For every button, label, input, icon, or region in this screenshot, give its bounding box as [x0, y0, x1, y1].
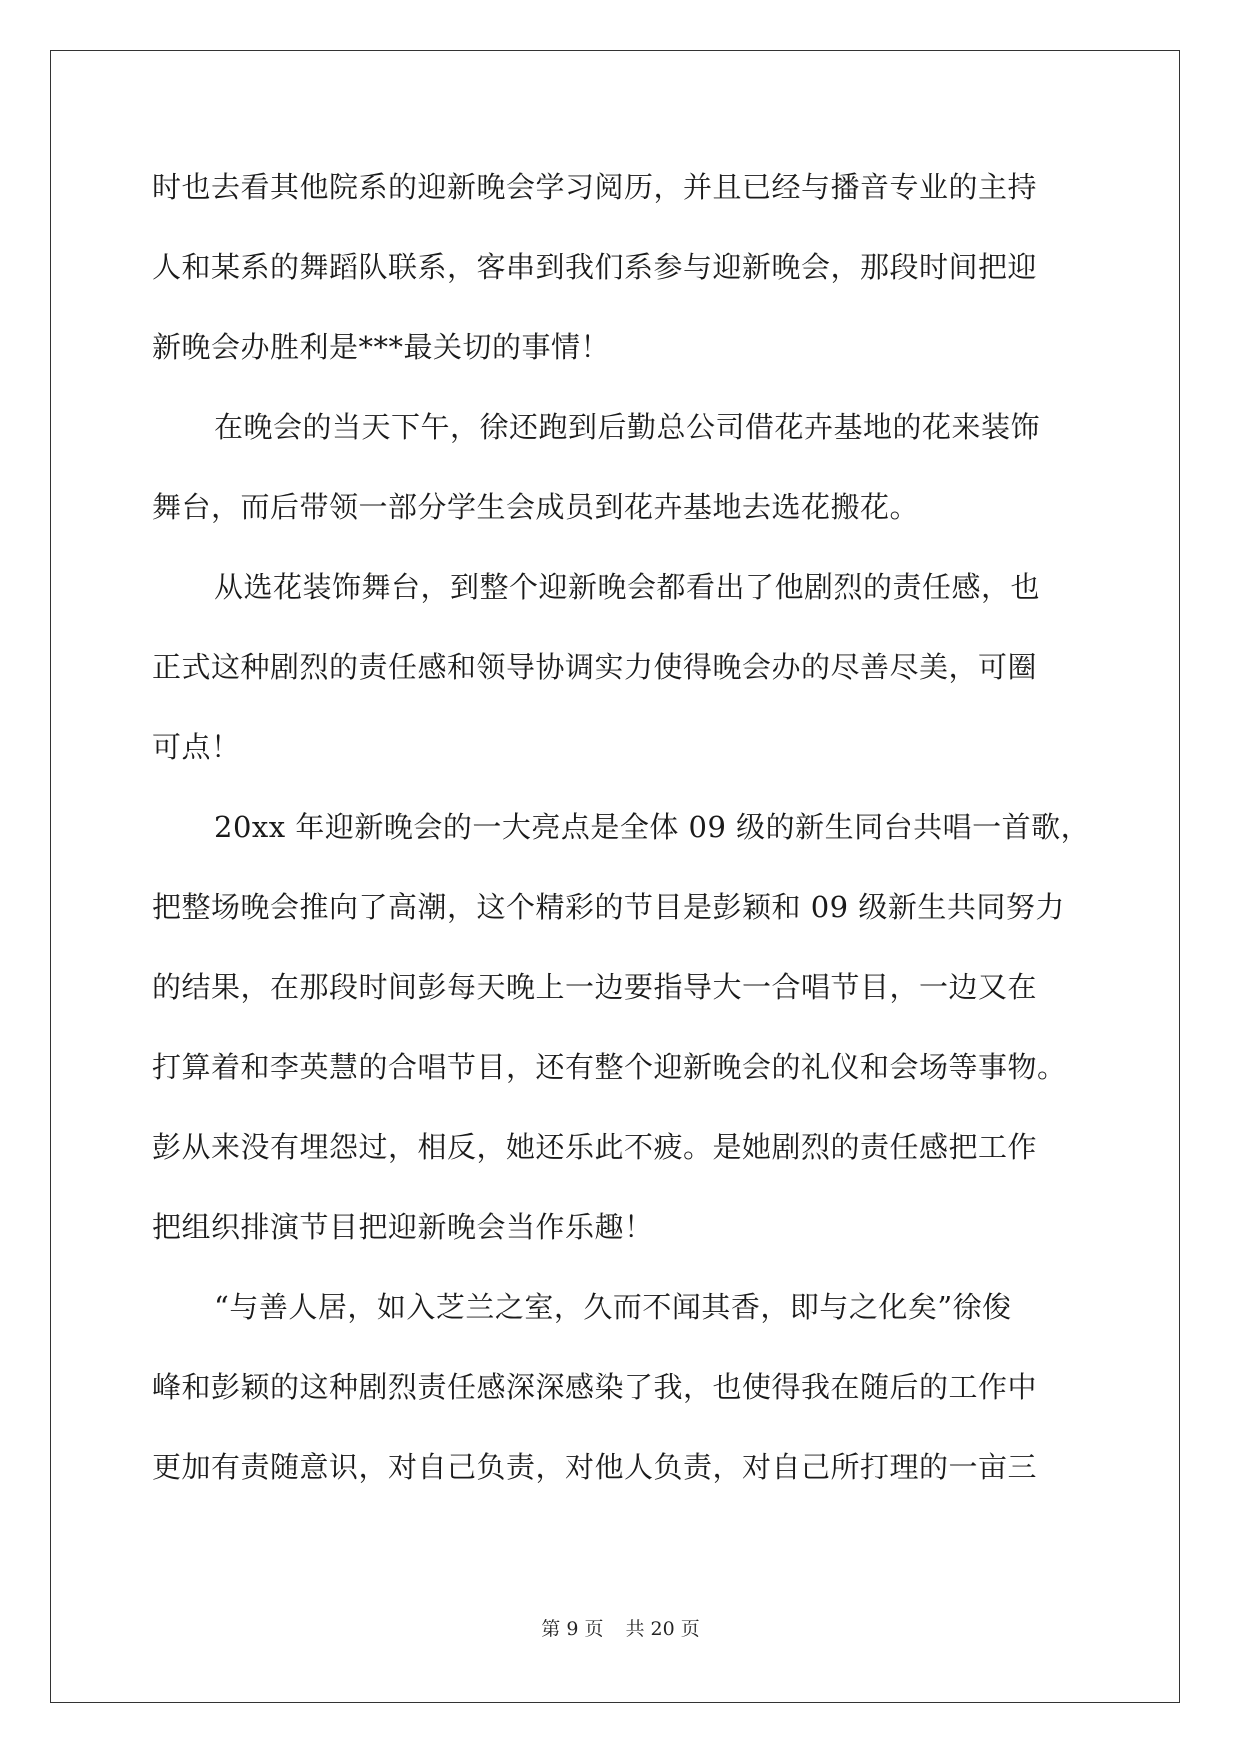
text-line: 把组织排演节目把迎新晚会当作乐趣！: [152, 1210, 654, 1244]
text-line: 的结果，在那段时间彭每天晚上一边要指导大一合唱节目，一边又在: [152, 970, 1038, 1004]
document-body: [152, 162, 1102, 1522]
page-footer: [0, 1614, 1241, 1641]
text-line: 可点！: [152, 730, 241, 764]
text-line: 时也去看其他院系的迎新晚会学习阅历，并且已经与播音专业的主持: [152, 170, 1038, 204]
text-line: 彭从来没有埋怨过，相反，她还乐此不疲。是她剧烈的责任感把工作: [152, 1130, 1038, 1164]
text-line: 舞台，而后带领一部分学生会成员到花卉基地去选花搬花。: [152, 490, 920, 524]
text-line: 新晚会办胜利是***最关切的事情！: [152, 330, 611, 364]
page-total: 共 20 页: [625, 1618, 700, 1640]
text-line: 把整场晚会推向了高潮，这个精彩的节目是彭颖和 09 级新生共同努力: [152, 890, 1065, 924]
text-line: 打算着和李英慧的合唱节目，还有整个迎新晚会的礼仪和会场等事物。: [152, 1050, 1067, 1084]
paragraph-start-line: “与善人居，如入芝兰之室，久而不闻其香，即与之化矣”徐俊: [214, 1290, 1012, 1324]
text-line: 更加有责随意识，对自己负责，对他人负责，对自己所打理的一亩三: [152, 1450, 1038, 1484]
paragraph-start-line: 从选花装饰舞台，到整个迎新晚会都看出了他剧烈的责任感，也: [214, 570, 1041, 604]
text-line: 峰和彭颖的这种剧烈责任感深深感染了我，也使得我在随后的工作中: [152, 1370, 1038, 1404]
text-line: 正式这种剧烈的责任感和领导协调实力使得晚会办的尽善尽美，可圈: [152, 650, 1038, 684]
page-number: 第 9 页: [541, 1618, 604, 1640]
paragraph-start-line: 20xx 年迎新晚会的一大亮点是全体 09 级的新生同台共唱一首歌，: [214, 810, 1091, 844]
text-line: 人和某系的舞蹈队联系，客串到我们系参与迎新晚会，那段时间把迎: [152, 250, 1038, 284]
paragraph-start-line: 在晚会的当天下午，徐还跑到后勤总公司借花卉基地的花来装饰: [214, 410, 1041, 444]
